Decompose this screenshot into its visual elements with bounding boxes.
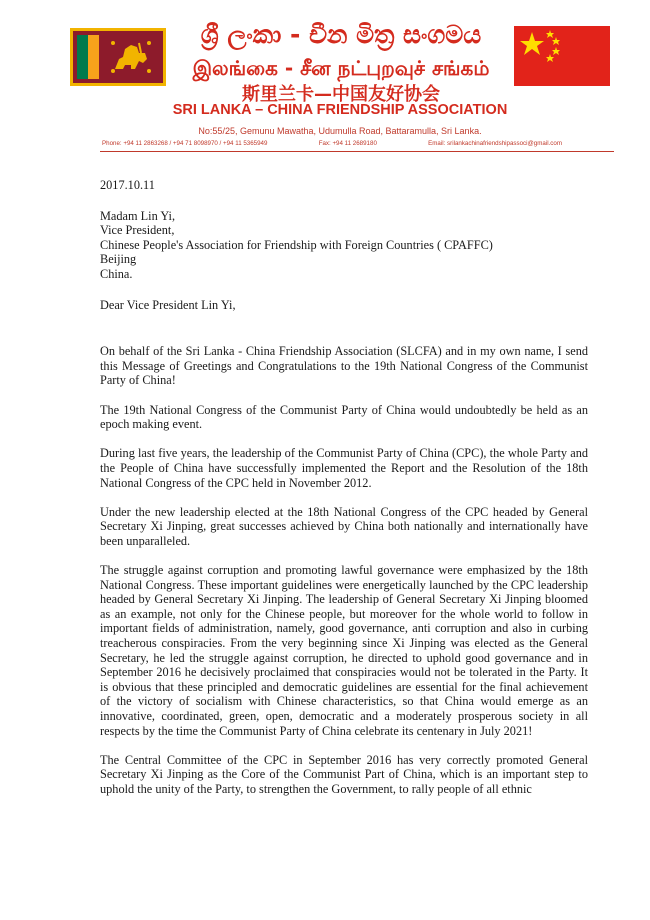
phone-numbers: Phone: +94 11 2863268 / +94 71 8098970 / +94 11 5365949 bbox=[102, 140, 268, 147]
recipient-line: Chinese People's Association for Friendship with Foreign Countries ( CPAFFC) bbox=[100, 237, 493, 252]
email-address: Email: srilankachinafriendshipassoci@gmail.com bbox=[428, 140, 562, 147]
sri-lanka-flag-icon bbox=[70, 28, 166, 86]
paragraph: On behalf of the Sri Lanka - China Friendship Association (SLCFA) and in my own name, I send this Message of Greetings and Congratulations to the 19th National Congress of the Communist Party of China! bbox=[100, 344, 588, 388]
salutation: Dear Vice President Lin Yi, bbox=[100, 297, 236, 312]
letter-date: 2017.10.11 bbox=[100, 178, 155, 192]
fax-number: Fax: +94 11 2689180 bbox=[318, 140, 377, 147]
letterhead-divider bbox=[100, 151, 614, 152]
recipient-line: Beijing bbox=[100, 252, 137, 267]
letterhead bbox=[0, 0, 650, 160]
association-address: No:55/25, Gemunu Mawatha, Udumulla Road, Battaramulla, Sri Lanka. bbox=[198, 126, 482, 136]
paragraph: The Central Committee of the CPC in September 2016 has very correctly promoted General Secretary Xi Jinping as the Core of the Communist Part of China, which is an important step to uphold the unity of the Party, to strengthen the Government, to rally people of all ethnic bbox=[100, 752, 588, 796]
paragraph: The struggle against corruption and promoting lawful governance were emphasized by the 18th National Congress. These important guidelines were energetically launched by the CPC leadership headed by General Secretary Xi Jinping. The leadership of General Secretary Xi Jinping bloomed as an example, not only for the Chinese people, but moreover for the whole world to follow in important fields of administration, namely, good governance, anti corruption and also in curbing treacherous conspiracies. From the very beginning since Xi Jinping was elected as the General Secretary, he led the struggle against corruption, he directed to uphold good governance and in September 2016 he decisively proclaimed that conspiracies would not be tolerated in the Party. It is obvious that these principled and democratic guidelines are essential for the final achievement of the victory of socialism with Chinese characteristics, so that China would emerge as an innovative, coordinated, green, open, democratic and a moderately prosperous society in all respects by the time the Communist Party of China celebrate its centenary in July 2021! bbox=[100, 563, 588, 738]
paragraph: The 19th National Congress of the Communist Party of China would undoubtedly be held as an epoch making event. bbox=[100, 402, 588, 432]
paragraph: During last five years, the leadership of the Communist Party of China (CPC), the whole Party and the People of China have successfully implemented the Report and the Resolution of the 18th National Congress of the CPC held in November 2012. bbox=[100, 446, 588, 490]
recipient-line: Madam Lin Yi, bbox=[100, 208, 176, 223]
recipient-block bbox=[100, 209, 588, 282]
association-name-english: SRI LANKA – CHINA FRIENDSHIP ASSOCIATION bbox=[172, 102, 508, 118]
china-flag-icon bbox=[514, 26, 610, 86]
letter-body bbox=[100, 178, 588, 811]
contact-line bbox=[102, 140, 562, 147]
association-name-tamil: இலங்கை - சீன நட்புறவுச் சங்கம் bbox=[192, 56, 490, 80]
association-name-chinese: 斯里兰卡—中国友好协会 bbox=[242, 84, 440, 105]
lion-icon bbox=[109, 39, 153, 75]
paragraph: Under the new leadership elected at the 18th National Congress of the CPC headed by General Secretary Xi Jinping, great successes achieved by China both nationally and internationally have been unparalleled. bbox=[100, 504, 588, 548]
recipient-line: China. bbox=[100, 266, 133, 281]
recipient-line: Vice President, bbox=[100, 223, 175, 238]
association-name-sinhala: ශ්‍රී ලංකා - චීන මිත්‍ර සංගමය bbox=[200, 20, 482, 49]
